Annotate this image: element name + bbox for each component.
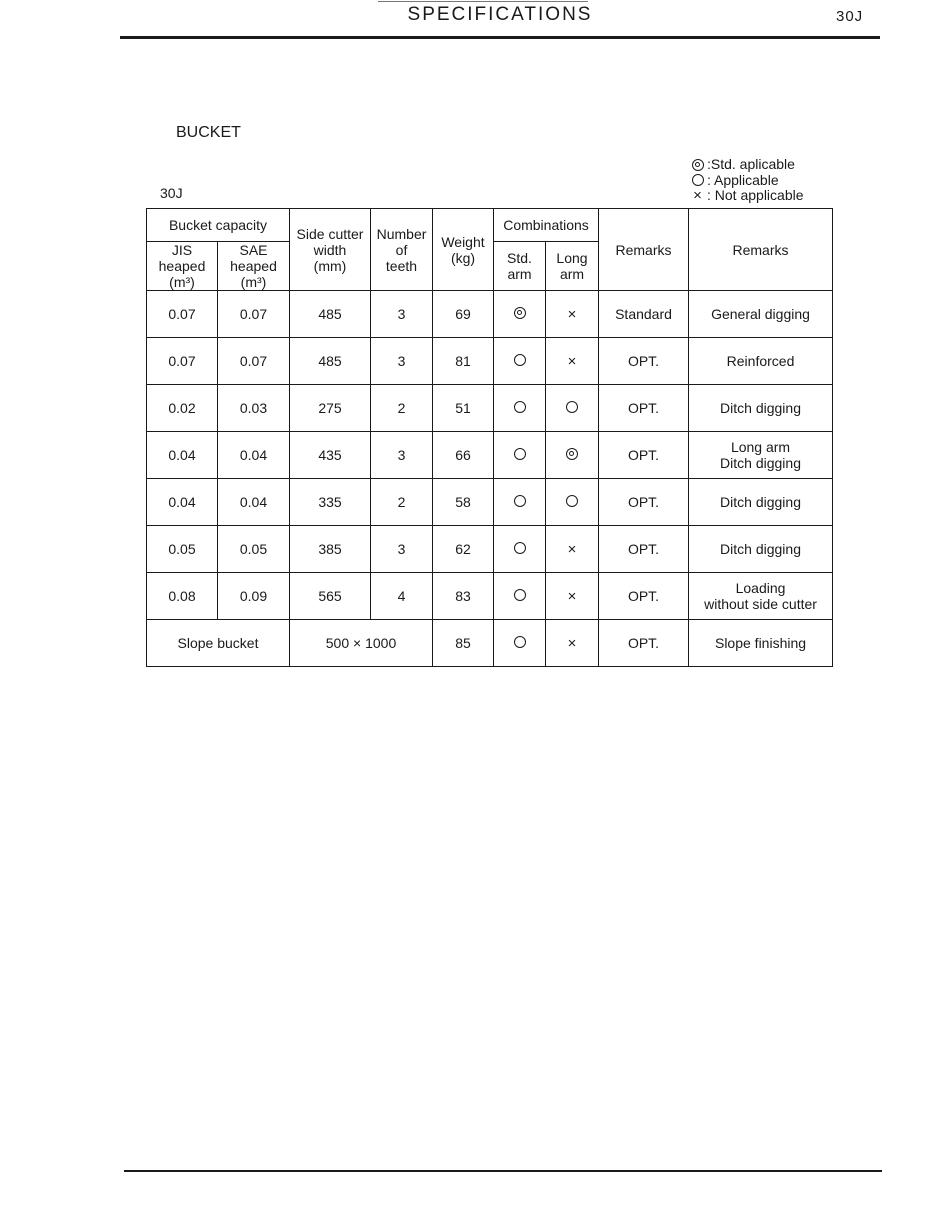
cell-weight: 83 — [433, 573, 494, 620]
cell-remark-1: OPT. — [599, 573, 689, 620]
cell-width: 435 — [290, 432, 371, 479]
cross-icon: × — [693, 187, 702, 205]
cell-slope-size: 500 × 1000 — [290, 620, 433, 667]
cell-remark-1: OPT. — [599, 479, 689, 526]
cell-teeth: 4 — [371, 573, 433, 620]
cell-remark-2: Ditch digging — [689, 526, 833, 573]
cell-remark-2: Slope finishing — [689, 620, 833, 667]
cell-remark-1: OPT. — [599, 620, 689, 667]
cell-slope-label: Slope bucket — [147, 620, 290, 667]
cell-width: 275 — [290, 385, 371, 432]
cell-teeth: 3 — [371, 432, 433, 479]
cell-weight: 51 — [433, 385, 494, 432]
cell-teeth: 2 — [371, 479, 433, 526]
cell-width: 385 — [290, 526, 371, 573]
cross-icon: × — [567, 635, 577, 652]
circle-icon — [514, 401, 526, 413]
header-std-arm: Std. arm — [494, 242, 546, 291]
symbol-legend — [690, 157, 804, 204]
cell-sae: 0.05 — [218, 526, 290, 573]
cross-icon: × — [567, 306, 577, 323]
cell-remark-2: Ditch digging — [689, 385, 833, 432]
cell-remark-2: Long arm Ditch digging — [689, 432, 833, 479]
double-circle-icon — [692, 159, 704, 171]
cell-std-arm — [494, 573, 546, 620]
cell-std-arm — [494, 338, 546, 385]
cell-weight: 58 — [433, 479, 494, 526]
circle-icon — [566, 401, 578, 413]
table-row-slope-bucket — [147, 620, 833, 667]
header-weight: Weight (kg) — [433, 209, 494, 291]
cell-std-arm — [494, 479, 546, 526]
cell-std-arm — [494, 385, 546, 432]
header-combinations: Combinations — [494, 209, 599, 242]
circle-icon — [566, 495, 578, 507]
model-label: 30J — [160, 185, 183, 201]
cell-long-arm — [546, 291, 599, 338]
cell-long-arm — [546, 479, 599, 526]
table-row — [147, 432, 833, 479]
cell-width: 565 — [290, 573, 371, 620]
circle-icon — [514, 495, 526, 507]
cross-icon: × — [567, 353, 577, 370]
bucket-spec-table — [146, 208, 833, 667]
cell-std-arm — [494, 432, 546, 479]
table-row — [147, 338, 833, 385]
cross-icon: × — [567, 588, 577, 605]
cell-jis: 0.04 — [147, 432, 218, 479]
header-teeth: Number of teeth — [371, 209, 433, 291]
cross-icon: × — [567, 541, 577, 558]
legend-row-std — [690, 157, 804, 173]
cell-sae: 0.04 — [218, 432, 290, 479]
header-long-arm: Long arm — [546, 242, 599, 291]
table-row — [147, 573, 833, 620]
cell-width: 485 — [290, 338, 371, 385]
header-remarks-1: Remarks — [599, 209, 689, 291]
cell-long-arm — [546, 432, 599, 479]
cell-remark-2: General digging — [689, 291, 833, 338]
cell-width: 335 — [290, 479, 371, 526]
cell-sae: 0.07 — [218, 338, 290, 385]
legend-text: : Applicable — [707, 171, 779, 188]
cell-jis: 0.08 — [147, 573, 218, 620]
cell-jis: 0.05 — [147, 526, 218, 573]
cell-weight: 66 — [433, 432, 494, 479]
table-row — [147, 385, 833, 432]
header-remarks-2: Remarks — [689, 209, 833, 291]
cell-sae: 0.03 — [218, 385, 290, 432]
cell-remark-1: OPT. — [599, 338, 689, 385]
circle-icon — [514, 448, 526, 460]
cell-jis: 0.07 — [147, 338, 218, 385]
cell-weight: 62 — [433, 526, 494, 573]
circle-icon — [514, 354, 526, 366]
page-title: SPECIFICATIONS — [407, 4, 593, 25]
cell-weight: 69 — [433, 291, 494, 338]
cell-long-arm — [546, 620, 599, 667]
cell-long-arm — [546, 385, 599, 432]
cell-weight: 81 — [433, 338, 494, 385]
footer-rule — [124, 1170, 882, 1172]
header-rule — [120, 36, 880, 39]
header-sae: SAE heaped (m³) — [218, 242, 290, 291]
cell-teeth: 3 — [371, 291, 433, 338]
cell-teeth: 3 — [371, 526, 433, 573]
cell-sae: 0.09 — [218, 573, 290, 620]
section-title: BUCKET — [176, 124, 241, 141]
double-circle-icon — [514, 307, 526, 319]
cell-teeth: 3 — [371, 338, 433, 385]
cell-std-arm — [494, 620, 546, 667]
legend-text: : Not applicable — [707, 187, 804, 203]
double-circle-icon — [566, 448, 578, 460]
header-side-cutter: Side cutter width (mm) — [290, 209, 371, 291]
table-body — [147, 291, 833, 667]
cell-remark-2: Loading without side cutter — [689, 573, 833, 620]
cell-std-arm — [494, 291, 546, 338]
cell-sae: 0.07 — [218, 291, 290, 338]
cell-long-arm — [546, 526, 599, 573]
header-jis: JIS heaped (m³) — [147, 242, 218, 291]
legend-row-not-applicable — [690, 188, 804, 204]
circle-icon — [692, 174, 704, 186]
header-thin-rule — [378, 1, 588, 2]
cell-remark-1: OPT. — [599, 432, 689, 479]
table-row — [147, 526, 833, 573]
cell-jis: 0.04 — [147, 479, 218, 526]
legend-text: :Std. aplicable — [707, 156, 795, 172]
cell-width: 485 — [290, 291, 371, 338]
circle-icon — [514, 636, 526, 648]
cell-teeth: 2 — [371, 385, 433, 432]
cell-sae: 0.04 — [218, 479, 290, 526]
legend-row-applicable — [690, 173, 804, 189]
table-row — [147, 291, 833, 338]
cell-long-arm — [546, 573, 599, 620]
cell-jis: 0.02 — [147, 385, 218, 432]
cell-remark-1: OPT. — [599, 385, 689, 432]
cell-jis: 0.07 — [147, 291, 218, 338]
cell-remark-2: Ditch digging — [689, 479, 833, 526]
cell-remark-1: Standard — [599, 291, 689, 338]
circle-icon — [514, 589, 526, 601]
page-model-code: 30J — [836, 8, 864, 25]
cell-remark-1: OPT. — [599, 526, 689, 573]
circle-icon — [514, 542, 526, 554]
cell-long-arm — [546, 338, 599, 385]
table-row — [147, 479, 833, 526]
cell-weight: 85 — [433, 620, 494, 667]
cell-remark-2: Reinforced — [689, 338, 833, 385]
header-bucket-capacity: Bucket capacity — [147, 209, 290, 242]
cell-std-arm — [494, 526, 546, 573]
